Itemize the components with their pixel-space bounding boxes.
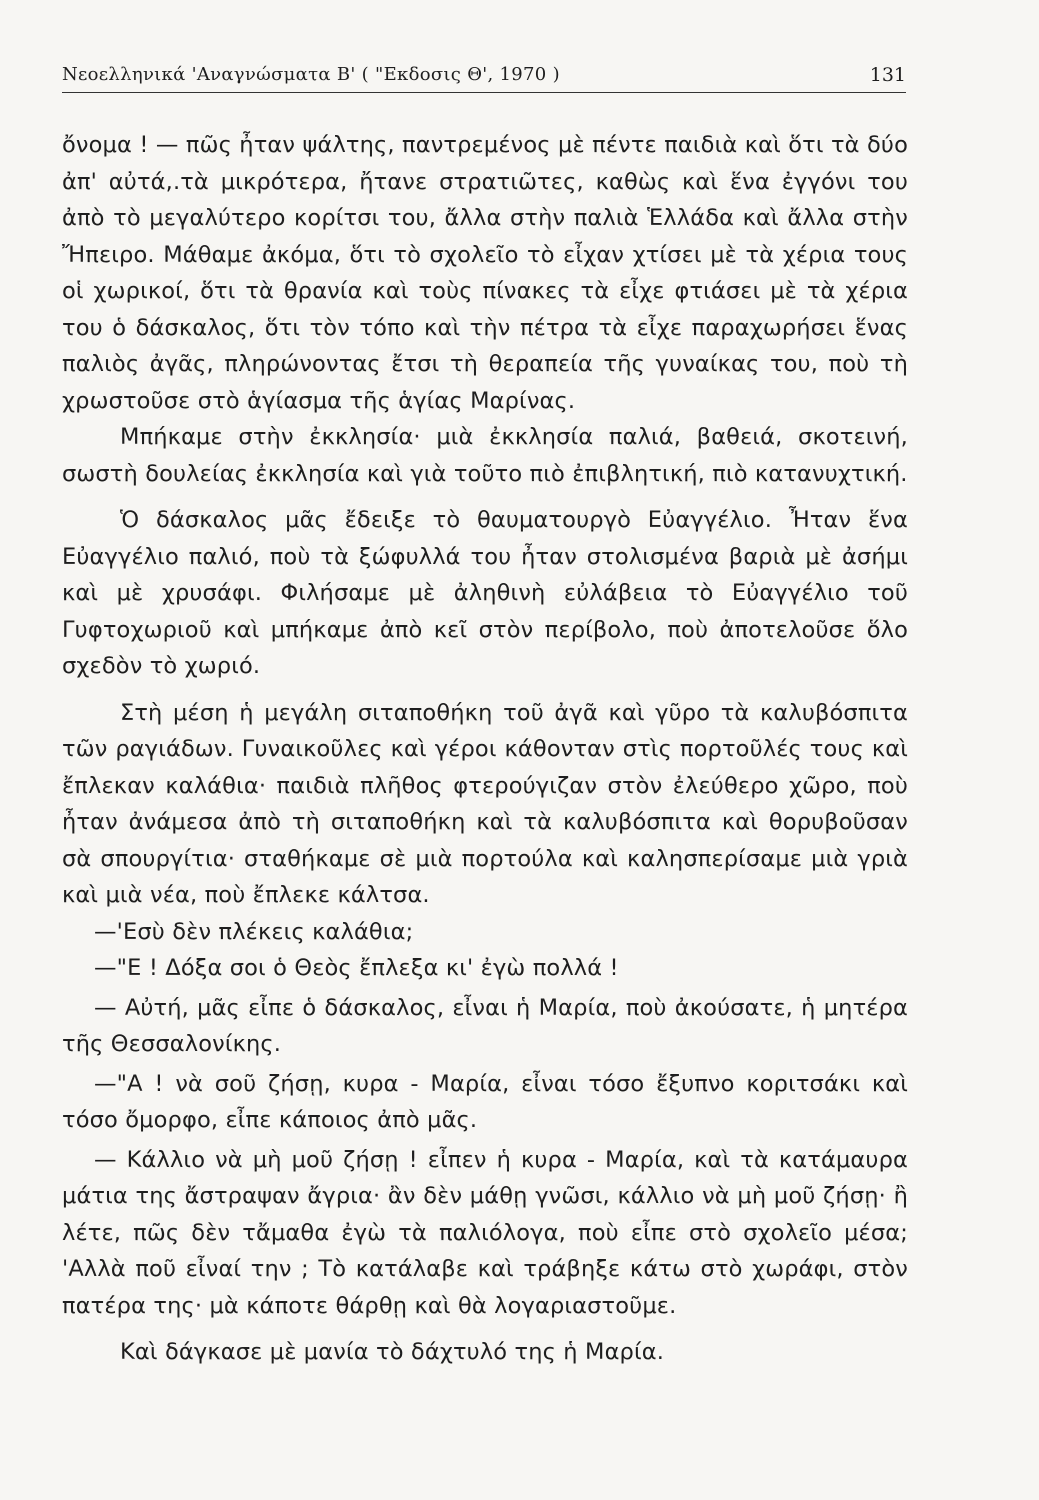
paragraph: Μπήκαμε στὴν ἐκκλησία· μιὰ ἐκκλησία παλιά, βαθειά, σκοτεινή, σωστὴ δουλείας ἐκκλησία καὶ γιὰ τοῦτο πιὸ ἐπιβλητική, πιὸ κατανυχτική. bbox=[62, 424, 908, 487]
paragraph: ὄνομα ! — πῶς ἦταν ψάλτης, παντρεμένος μὲ πέντε παιδιὰ καὶ ὅτι τὰ δύο ἀπ' αὐτά,.τὰ μικρότερα, ἤτανε στρατιῶτες, καθὼς καὶ ἕνα ἐγγόνι του ἀπὸ τὸ μεγαλύτερο κορίτσι του, ἄλλα στὴν παλιὰ Ἑλλάδα καὶ ἄλλα στὴν Ἤπειρο. Μάθαμε ἀκόμα, ὅτι τὸ σχολεῖο τὸ εἶχαν χτίσει μὲ τὰ χέρια τους οἱ χωρικοί, ὅτι τὰ θρανία καὶ τοὺς πίνακες τὰ εἶχε φτιάσει μὲ τὰ χέρια του ὁ δάσκαλος, ὅτι τὸν τόπο καὶ τὴν πέτρα τὰ εἶχε παραχωρήσει ἕνας παλιὸς ἀγᾶς, πληρώνοντας ἔτσι τὴ θεραπεία τῆς γυναίκας του, ποὺ τὴ χρωστοῦσε στὸ ἁγίασμα τῆς ἁγίας Μαρίνας. bbox=[62, 132, 908, 414]
dialogue-line: —"Α ! νὰ σοῦ ζήσῃ, κυρα - Μαρία, εἶναι τόσο ἔξυπνο κοριτσάκι καὶ τόσο ὄμορφο, εἶπε κάποιος ἀπὸ μᾶς. bbox=[62, 1070, 908, 1133]
dialogue-line: — Κάλλιο νὰ μὴ μοῦ ζήσῃ ! εἶπεν ἡ κυρα - Μαρία, καὶ τὰ κατάμαυρα μάτια της ἄστραψαν ἄγρια· ἂν δὲν μάθῃ γνῶσι, κάλλιο νὰ μὴ μοῦ ζήσῃ· ἢ λέτε, πῶς δὲν τἄμαθα ἐγὼ τὰ παλιόλογα, ποὺ εἶπε στὸ σχολεῖο μέσα; 'Αλλὰ ποῦ εἶναί την ; Τὸ κατάλαβε καὶ τράβηξε κάτω στὸ χωράφι, στὸν πατέρα της· μὰ κάποτε θάρθῃ καὶ θὰ λογαριαστοῦμε. bbox=[62, 1146, 908, 1319]
paragraph: Ὁ δάσκαλος μᾶς ἔδειξε τὸ θαυματουργὸ Εὐαγγέλιο. Ἦταν ἕνα Εὐαγγέλιο παλιό, ποὺ τὰ ξώφυλλά του ἦταν στολισμένα βαριὰ μὲ ἀσήμι καὶ μὲ χρυσάφι. Φιλήσαμε μὲ ἀληθινὴ εὐλάβεια τὸ Εὐαγγέλιο τοῦ Γυφτοχωριοῦ καὶ μπήκαμε ἀπὸ κεῖ στὸν περίβολο, ποὺ ἀποτελοῦσε ὅλο σχεδὸν τὸ χωριό. bbox=[62, 507, 908, 679]
dialogue-line: —'Εσὺ δὲν πλέκεις καλάθια; bbox=[94, 918, 414, 945]
dialogue-line: — Αὐτή, μᾶς εἶπε ὁ δάσκαλος, εἶναι ἡ Μαρία, ποὺ ἀκούσατε, ἡ μητέρα τῆς Θεσσαλονίκης. bbox=[62, 994, 908, 1057]
running-head: Νεοελληνικά 'Αναγνώσματα Β' ( "Εκδοσις Θ', 1970 ) bbox=[62, 64, 560, 85]
paragraph: Καὶ δάγκασε μὲ μανία τὸ δάχτυλό της ἡ Μαρία. bbox=[120, 1339, 665, 1365]
page-header bbox=[62, 60, 906, 93]
page-number: 131 bbox=[869, 64, 906, 86]
body-text bbox=[62, 127, 908, 1371]
paragraph: Στὴ μέση ἡ μεγάλη σιταποθήκη τοῦ ἀγᾶ καὶ γῦρο τὰ καλυβόσπιτα τῶν ραγιάδων. Γυναικοῦλες καὶ γέροι κάθονταν στὶς πορτοῦλές τους καὶ ἔπλεκαν καλάθια· παιδιὰ πλῆθος φτερούγιζαν στὸν ἐλεύθερο χῶρο, ποὺ ἦταν ἀνάμεσα ἀπὸ τὴ σιταποθήκη καὶ τὰ καλυβόσπιτα καὶ θορυβοῦσαν σὰ σπουργίτια· σταθήκαμε σὲ μιὰ πορτούλα καὶ καλησπερίσαμε μιὰ γριὰ καὶ μιὰ νέα, ποὺ ἔπλεκε κάλτσα. bbox=[62, 699, 908, 908]
dialogue-line: —"Ε ! Δόξα σοι ὁ Θεὸς ἔπλεξα κι' ἐγὼ πολλά ! bbox=[94, 955, 619, 981]
